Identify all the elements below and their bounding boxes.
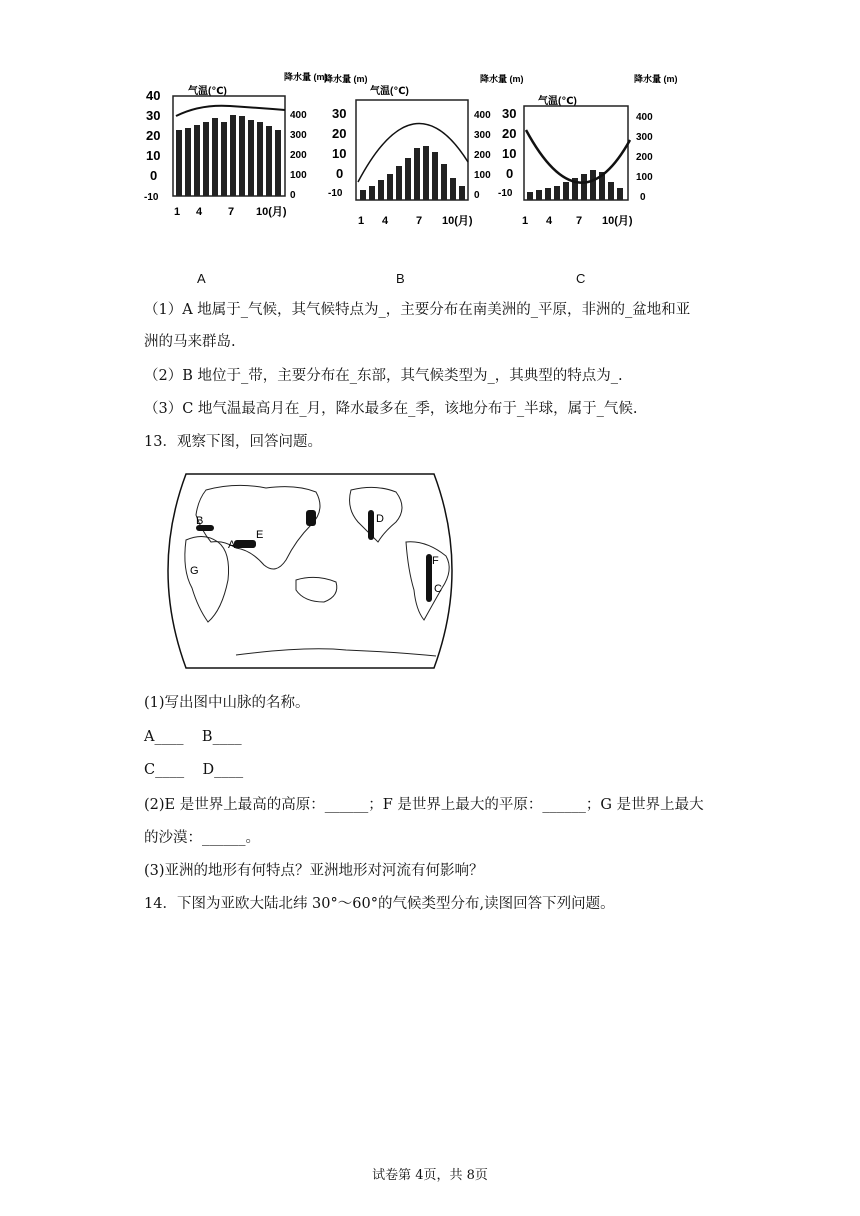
chart-b-temp-label: 气温(℃): [370, 86, 409, 97]
chart-b-precip-label: 降水量 (m): [324, 74, 368, 84]
chart-b-month-tick: 1: [358, 215, 365, 227]
q13-sub1-cd: C____ D____: [144, 762, 244, 778]
chart-a-bars: [176, 115, 281, 196]
chart-c-temp-tick: 10: [502, 146, 517, 161]
chart-c-month-tick: 1: [522, 215, 529, 227]
map-label-b: B: [196, 515, 204, 527]
chart-a-temp-tick: 30: [146, 108, 161, 123]
chart-c-month-tick: 7: [576, 215, 583, 227]
chart-b-month-axis: [358, 214, 473, 227]
climate-chart-c: [496, 70, 696, 230]
map-label-a: A: [228, 539, 236, 551]
chart-a-temp-label: 气温(℃): [188, 86, 227, 97]
world-map: [146, 470, 474, 672]
chart-c-month-axis: [522, 214, 633, 227]
climate-chart-a: [140, 70, 328, 220]
chart-b-precip-tick: 200: [474, 150, 491, 161]
chart-c-precip-tick: 100: [636, 172, 653, 183]
chart-b-temp-tick: 20: [332, 126, 347, 141]
chart-c-precip-tick: 300: [636, 132, 653, 143]
map-label-c: C: [434, 583, 442, 595]
chart-a-precip-axis: [290, 110, 307, 201]
page-footer: 试卷第 4页，共 8页: [372, 1168, 488, 1183]
chart-caption-a: A: [197, 271, 206, 286]
chart-c-temp-tick: -10: [498, 188, 513, 199]
chart-b-month-tick: 10(月): [442, 215, 473, 227]
chart-a-temp-tick: 10: [146, 148, 161, 163]
chart-b-month-tick: 4: [382, 215, 389, 227]
chart-b-precip-tick: 400: [474, 110, 491, 121]
chart-a-temp-curve: [176, 106, 285, 116]
chart-c-temp-curve: [526, 130, 630, 183]
q13-sub2-line2: 的沙漠：______。: [144, 830, 260, 846]
chart-c-precip-tick: 0: [640, 192, 646, 203]
chart-b-precip-label: 降水量 (m): [480, 74, 524, 84]
chart-c-precip-tick: 400: [636, 112, 653, 123]
chart-a-temp-tick: 20: [146, 128, 161, 143]
q13-sub1: (1)写出图中山脉的名称。: [144, 695, 310, 711]
chart-caption-c: C: [576, 271, 586, 286]
chart-b-precip-axis: [474, 110, 491, 201]
q13-sub2-line1: (2)E 是世界上最高的高原：______；F 是世界上最大的平原：______；G 是世界上最大: [144, 797, 704, 813]
chart-b-temp-curve: [358, 123, 468, 182]
map-label-e: E: [256, 529, 264, 541]
chart-a-precip-tick: 100: [290, 170, 307, 181]
chart-a-precip-tick: 300: [290, 130, 307, 141]
map-label-f: F: [432, 555, 439, 567]
chart-b-precip-tick: 300: [474, 130, 491, 141]
chart-b-temp-tick: -10: [328, 188, 343, 199]
chart-a-precip-tick: 400: [290, 110, 307, 121]
chart-c-month-tick: 4: [546, 215, 553, 227]
chart-c-temp-axis: [498, 106, 516, 199]
chart-c-precip-axis: [636, 112, 653, 203]
chart-b-temp-axis: [328, 106, 346, 199]
map-label-g: G: [190, 565, 199, 577]
chart-c-temp-tick: 30: [502, 106, 517, 121]
q14-title: 14．下图为亚欧大陆北纬 30°～60°的气候类型分布,读图回答下列问题。: [144, 896, 615, 912]
chart-a-month-tick: 7: [228, 206, 235, 218]
chart-caption-b: B: [396, 271, 405, 286]
chart-b-month-tick: 7: [416, 215, 423, 227]
q12-part1-line1: （1）A 地属于_气候，其气候特点为_，主要分布在南美洲的_平原，非洲的_盆地和亚: [144, 302, 691, 318]
q13-title: 13．观察下图，回答问题。: [144, 434, 322, 450]
chart-a-temp-tick: 40: [146, 88, 161, 103]
chart-c-month-tick: 10(月): [602, 215, 633, 227]
chart-a-month-tick: 10(月): [256, 206, 287, 218]
q13-sub1-ab: A____ B____: [144, 729, 242, 745]
q12-part3: （3）C 地气温最高月在_月，降水最多在_季，该地分布于_半球，属于_气候.: [144, 401, 638, 417]
chart-b-temp-tick: 0: [336, 166, 344, 181]
chart-c-temp-tick: 0: [506, 166, 514, 181]
chart-a-precip-tick: 0: [290, 190, 296, 201]
chart-a-precip-label: 降水量 (m): [284, 72, 328, 82]
q13-sub3: (3)亚洲的地形有何特点？亚洲地形对河流有何影响？: [144, 863, 484, 879]
chart-a-temp-axis: [144, 88, 160, 203]
map-label-d: D: [376, 513, 384, 525]
climate-chart-b: [322, 70, 522, 230]
chart-b-temp-tick: 30: [332, 106, 347, 121]
chart-c-precip-tick: 200: [636, 152, 653, 163]
chart-a-temp-tick: 0: [150, 168, 158, 183]
chart-a-month-axis: [174, 205, 287, 218]
chart-b-precip-tick: 100: [474, 170, 491, 181]
chart-c-bars: [527, 170, 623, 200]
chart-b-temp-tick: 10: [332, 146, 347, 161]
chart-a-month-tick: 4: [196, 206, 203, 218]
chart-a-temp-tick: -10: [144, 192, 159, 203]
q12-part1-line2: 洲的马来群岛.: [144, 334, 236, 350]
chart-a-precip-tick: 200: [290, 150, 307, 161]
chart-b-precip-tick: 0: [474, 190, 480, 201]
chart-a-month-tick: 1: [174, 206, 181, 218]
q12-part2: （2）B 地位于_带，主要分布在_东部，其气候类型为_，其典型的特点为_.: [144, 368, 623, 384]
chart-c-precip-label: 降水量 (m): [634, 74, 678, 84]
chart-c-temp-tick: 20: [502, 126, 517, 141]
chart-c-temp-label: 气温(℃): [538, 96, 577, 107]
